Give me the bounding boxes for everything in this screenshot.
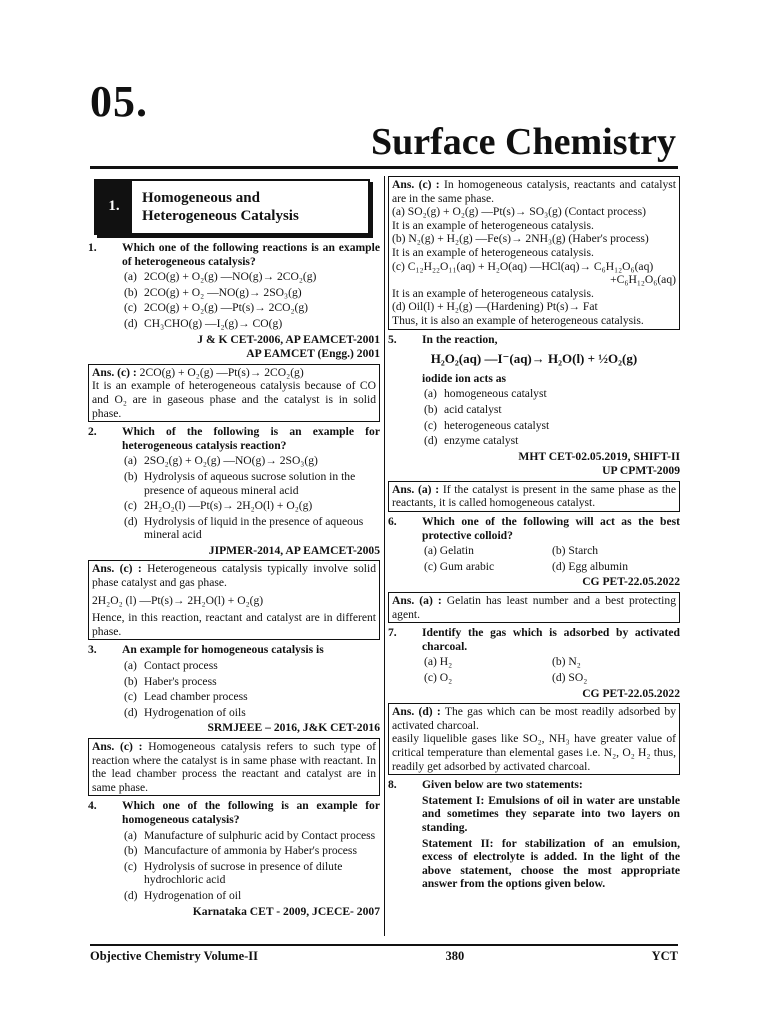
answer-box-5 (388, 481, 680, 512)
option-letter: (b) (124, 469, 138, 483)
answer-text: In homogeneous catalysis, reactants and catalyst are in the same phase. (392, 178, 677, 205)
reaction-equation: H₂O₂(aq) —I⁻(aq)→ H₂O(l) + ½O₂(g) (430, 351, 638, 367)
option-letter: (b) (124, 674, 138, 688)
section-number: 1. (96, 181, 132, 233)
answer-text: Thus, it is also an example of heterogeneous catalysis. (392, 313, 644, 327)
option (388, 387, 680, 401)
question-number: 5. (388, 332, 397, 346)
answer-label: Ans. (a) : (392, 594, 442, 608)
option-letter: (a) (424, 387, 437, 401)
option (88, 690, 380, 704)
option-letter: (c) (124, 301, 137, 315)
answer-label: Ans. (c) : (392, 178, 440, 191)
option: (d) SO₂ (552, 671, 588, 684)
answer-equation: +C₆H₁₂O₆(aq) (610, 273, 676, 287)
chapter-number: 05. (90, 77, 148, 126)
answer-equation: (d) Oil(l) + H₂(g) —(Hardening) Pt(s)→ Fat (392, 300, 598, 314)
answer-label: Ans. (c) : (92, 562, 142, 576)
answer-text: Hence, in this reaction, reactant and catalyst are in different phase. (92, 611, 376, 638)
question-7 (388, 626, 680, 653)
exam-source: MHT CET-02.05.2019, SHIFT-II (518, 449, 680, 463)
option (88, 515, 380, 542)
option (388, 419, 680, 433)
option-row (388, 671, 680, 685)
question-text: iodide ion acts as (422, 371, 507, 385)
option-text: Hydrolysis of aqueous sucrose solution in the presence of aqueous mineral acid (144, 469, 356, 497)
option (88, 889, 380, 903)
option: (c) O₂ (424, 671, 453, 684)
option-text: Hydrogenation of oil (144, 888, 242, 902)
option (88, 470, 380, 497)
question-1 (88, 241, 380, 268)
option-text: 2H₂O₂(l) —Pt(s)→ 2H₂O(l) + O₂(g) (144, 499, 313, 513)
option-text: Hydrolysis of liquid in the presence of aqueous mineral acid (144, 514, 364, 542)
question-number: 3. (88, 643, 97, 657)
option (88, 675, 380, 689)
chapter-title: Surface Chemistry (371, 121, 676, 163)
answer-box-3 (88, 738, 380, 796)
statement-text: Statement II: for stabilization of an emulsion, excess of electrolyte is added. In the light of the above statement, choose the most appropriate answer from the options given below. (422, 836, 680, 891)
option (88, 659, 380, 673)
exam-source: J & K CET-2006, AP EAMCET-2001 (197, 332, 380, 346)
option (88, 286, 380, 300)
question-5 (388, 333, 680, 347)
answer-text: Homogeneous catalysis refers to such type of reaction where the catalyst is in same phase with reactant. In the lead chamber process the reactant and catalyst are in same phase. (92, 740, 376, 794)
option-letter: (c) (124, 499, 137, 513)
answer-label: Ans. (c) : (92, 740, 143, 753)
answer-label: Ans. (a) : (392, 482, 440, 496)
option-letter: (a) (124, 828, 137, 842)
answer-equation: 2H₂O₂ (l) —Pt(s)→ 2H₂O(l) + O₂(g) (92, 593, 264, 607)
option-text: Lead chamber process (144, 690, 248, 704)
question-text: Given below are two statements: (422, 778, 583, 792)
section-heading (94, 179, 370, 235)
exam-source: CG PET-22.05.2022 (582, 575, 680, 589)
option-text: 2SO₂(g) + O₂(g) —NO(g)→ 2SO₃(g) (144, 454, 318, 468)
option-letter: (c) (124, 690, 137, 704)
option: (b) Starch (552, 544, 599, 558)
option-text: CH₃CHO(g) —I₂(g)→ CO(g) (144, 316, 283, 330)
answer-text: It is an example of heterogeneous catalysis. (392, 286, 594, 300)
answer-label: Ans. (c) : (92, 365, 137, 379)
exam-source: CG PET-22.05.2022 (582, 686, 680, 700)
option-letter: (b) (124, 285, 138, 299)
page-footer (90, 944, 678, 964)
answer-text: Heterogeneous catalysis typically involve solid phase catalyst and gas phase. (92, 562, 376, 590)
answer-equation: (c) C₁₂H₂₂O₁₁(aq) + H₂O(aq) —HCl(aq)→ C₆H₁₂O₆(aq) (392, 259, 654, 273)
section-title-line2: Heterogeneous Catalysis (142, 208, 299, 224)
question-number: 6. (388, 515, 397, 529)
option (88, 317, 380, 331)
option (88, 706, 380, 720)
column-divider (384, 176, 385, 936)
option-text: 2CO(g) + O₂(g) —NO(g)→ 2CO₂(g) (144, 270, 317, 284)
option: (d) Egg albumin (552, 559, 628, 573)
option-text: heterogeneous catalyst (444, 418, 550, 432)
answer-text: easily liquelible gases like SO₂, NH₃ have greater value of critical temperature than elemental gases i.e. N₂, O₂ H₂ thus, readily get adsorbed by activated charcoal. (392, 732, 676, 773)
option-letter: (b) (424, 402, 438, 416)
statement-2 (388, 837, 680, 891)
option-text: Contact process (144, 659, 218, 673)
left-column (88, 176, 380, 919)
option (88, 499, 380, 513)
option-text: enzyme catalyst (444, 434, 519, 448)
option-letter: (d) (424, 434, 438, 448)
option-letter: (d) (124, 705, 138, 719)
option-text: Hydrolysis of sucrose in presence of dilute hydrochloric acid (144, 859, 343, 887)
question-6 (388, 515, 680, 542)
statement-1 (388, 794, 680, 835)
publisher: YCT (651, 949, 678, 963)
answer-equation: 2CO(g) + O₂(g) —Pt(s)→ 2CO₂(g) (139, 365, 304, 379)
option-row (388, 560, 680, 574)
option-text: 2CO(g) + O₂(g) —Pt(s)→ 2CO₂(g) (144, 301, 309, 315)
option-text: acid catalyst (444, 402, 502, 416)
option-text: Haber's process (144, 674, 217, 688)
question-number: 8. (388, 778, 397, 792)
option-letter: (a) (124, 454, 137, 468)
option: (b) N₂ (552, 655, 581, 669)
section-title-line1: Homogeneous and (142, 190, 260, 206)
question-2 (88, 425, 380, 452)
question-number: 7. (388, 626, 397, 640)
book-title: Objective Chemistry Volume-II (90, 949, 259, 963)
option: (a) H₂ (424, 655, 453, 669)
answer-text: The gas which can be most readily adsorbed by activated charcoal. (392, 705, 676, 732)
question-8 (388, 778, 680, 792)
answer-box-2 (88, 560, 380, 640)
option-letter: (d) (124, 316, 138, 330)
answer-box-1 (88, 364, 380, 422)
exam-source: SRMJEEE – 2016, J&K CET-2016 (207, 721, 380, 735)
option-text: Mancufacture of ammonia by Haber's process (144, 844, 357, 858)
option (388, 403, 680, 417)
answer-box-6 (388, 592, 680, 623)
option-text: homogeneous catalyst (444, 387, 547, 401)
answer-box-7 (388, 703, 680, 775)
option-letter: (c) (124, 859, 137, 873)
question-3 (88, 643, 380, 657)
question-number: 2. (88, 425, 97, 439)
option-row (388, 655, 680, 669)
option (88, 454, 380, 468)
option (88, 301, 380, 315)
question-text: Which of the following is an example for heterogeneous catalysis reaction? (122, 425, 380, 452)
answer-equation: (a) SO₂(g) + O₂(g) —Pt(s)→ SO₃(g) (Contact process) (392, 205, 647, 219)
question-number: 1. (88, 241, 97, 254)
answer-text: It is an example of heterogeneous catalysis. (392, 245, 594, 259)
option (88, 829, 380, 843)
option-letter: (a) (124, 270, 137, 284)
answer-equation: (b) N₂(g) + H₂(g) —Fe(s)→ 2NH₃(g) (Haber's process) (392, 232, 649, 246)
option-letter: (c) (424, 418, 437, 432)
question-text: An example for homogeneous catalysis is (122, 643, 324, 657)
exam-source: Karnataka CET - 2009, JCECE- 2007 (192, 904, 380, 918)
question-text: In the reaction, (422, 332, 498, 346)
page-number: 380 (445, 949, 465, 963)
question-text: Which one of the following is an example for homogeneous catalysis? (122, 799, 380, 826)
option-letter: (d) (124, 514, 138, 528)
exam-source: JIPMER-2014, AP EAMCET-2005 (208, 543, 380, 557)
option-text: 2CO(g) + O₂ —NO(g)→ 2SO₃(g) (144, 285, 302, 299)
statement-text: Statement I: Emulsions of oil in water are unstable and sometimes they separate into two layers on standing. (422, 793, 680, 834)
option-text: Manufacture of sulphuric acid by Contact process (144, 828, 376, 842)
header-rule (90, 166, 678, 169)
question-text: Which one of the following will act as the best protective colloid? (422, 515, 680, 542)
option: (c) Gum arabic (424, 559, 495, 573)
answer-label: Ans. (d) : (392, 705, 441, 719)
option-text: Hydrogenation of oils (144, 705, 246, 719)
question-text: Identify the gas which is adsorbed by activated charcoal. (422, 626, 680, 653)
answer-text: It is an example of heterogeneous catalysis because of CO and O₂ are in gaseous phase and the catalyst is in solid phase. (92, 379, 376, 420)
option-letter: (a) (124, 659, 137, 673)
section-title (142, 189, 299, 225)
option (388, 434, 680, 448)
answer-box-4 (388, 176, 680, 330)
option (88, 844, 380, 858)
answer-text: Gelatin has least number and a best protecting agent. (392, 594, 676, 621)
answer-text: It is an example of heterogeneous catalysis. (392, 218, 594, 232)
option: (a) Gelatin (424, 544, 474, 558)
option-row (388, 544, 680, 558)
option (88, 270, 380, 284)
question-text: Which one of the following reactions is an example of heterogeneous catalysis? (122, 241, 380, 268)
exam-source: UP CPMT-2009 (602, 464, 680, 478)
option-letter: (b) (124, 844, 138, 858)
question-number: 4. (88, 799, 97, 813)
answer-text: If the catalyst is present in the same phase as the reactants, it is called homogeneous catalyst. (392, 482, 676, 510)
exam-source: AP EAMCET (Engg.) 2001 (246, 347, 380, 361)
right-column (388, 176, 680, 891)
option (88, 860, 380, 887)
option-letter: (d) (124, 888, 138, 902)
question-4 (88, 799, 380, 826)
